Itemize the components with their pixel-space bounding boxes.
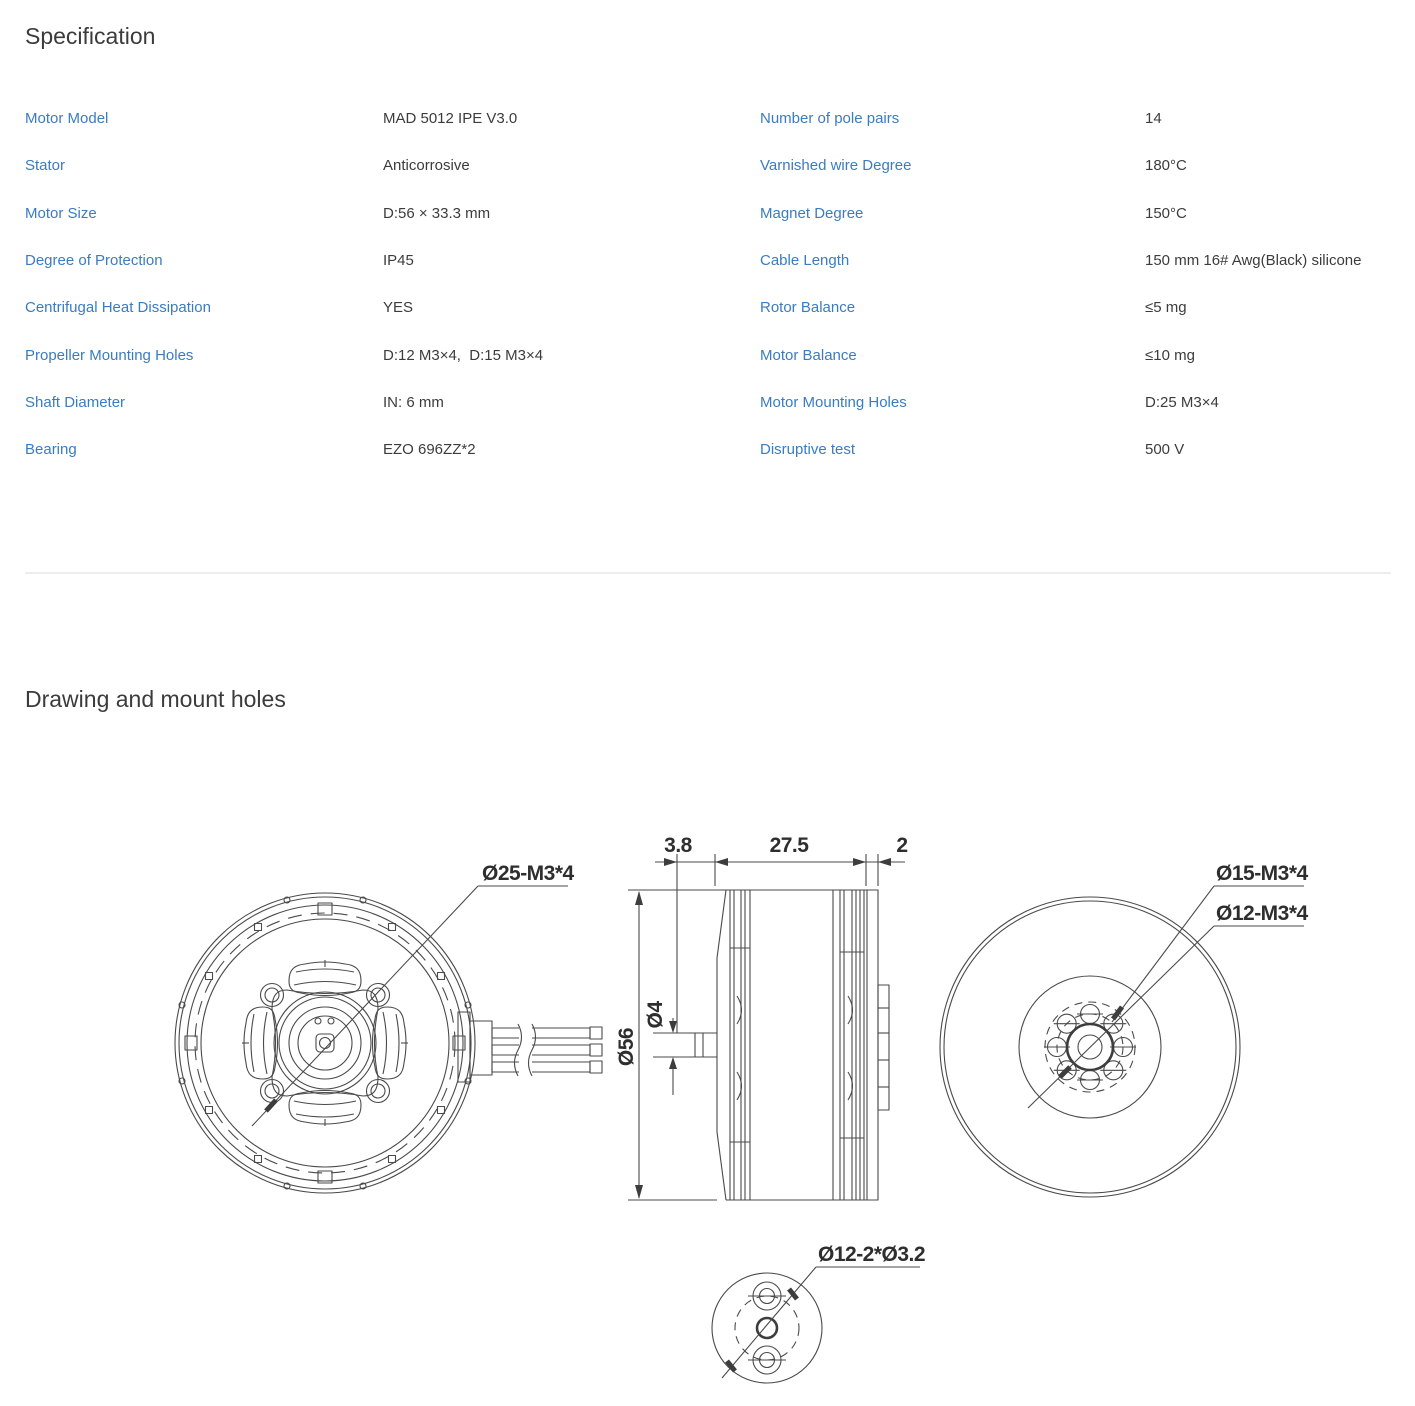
dim-left-label: 3.8	[664, 834, 692, 857]
bottom-holes-label: Ø12-2*Ø3.2	[818, 1243, 926, 1266]
spec-value: 150°C	[1145, 204, 1187, 222]
spec-value: MAD 5012 IPE V3.0	[383, 110, 518, 128]
spec-label: Centrifugal Heat Dissipation	[25, 299, 211, 317]
spec-value: 150 mm 16# Awg(Black) silicone	[1145, 252, 1362, 270]
front-view	[175, 862, 602, 1193]
spec-label: Cable Length	[760, 252, 850, 270]
specification-table	[25, 95, 1391, 473]
spec-label: Stator	[25, 157, 66, 175]
shaft-diameter-label: Ø4	[644, 1001, 667, 1029]
spec-value: ≤5 mg	[1145, 299, 1187, 317]
spec-label: Shaft Diameter	[25, 393, 126, 411]
spec-value: ≤10 mg	[1145, 346, 1195, 364]
spec-label: Motor Model	[25, 110, 109, 128]
section-divider	[25, 572, 1391, 574]
dim-right-label: 2	[896, 834, 908, 857]
vent-top	[289, 960, 361, 996]
spec-label: Bearing	[25, 441, 77, 459]
side-view	[615, 834, 908, 1200]
front-mount-holes-label: Ø25-M3*4	[482, 862, 574, 885]
dim-body-label: 27.5	[769, 834, 809, 857]
spec-value: YES	[383, 299, 414, 317]
spec-value: 180°C	[1145, 157, 1187, 175]
spec-value: D:56 × 33.3 mm	[383, 204, 491, 222]
spec-value: IP45	[383, 252, 414, 270]
spec-value: D:25 M3×4	[1145, 393, 1219, 411]
spec-label: Varnished wire Degree	[760, 157, 912, 175]
spec-label: Number of pole pairs	[760, 110, 900, 128]
technical-drawing	[0, 700, 1415, 1406]
spec-label: Disruptive test	[760, 441, 856, 459]
motor-wires	[458, 1012, 602, 1082]
spec-value: 14	[1145, 110, 1162, 128]
spec-label: Degree of Protection	[25, 252, 163, 270]
rear-view	[940, 862, 1309, 1197]
rear-mount-12-label: Ø12-M3*4	[1216, 902, 1308, 925]
spec-value: D:12 M3×4, D:15 M3×4	[383, 346, 544, 364]
spec-value: EZO 696ZZ*2	[383, 441, 476, 459]
drawing-section-title: Drawing and mount holes	[25, 686, 286, 713]
bottom-view	[712, 1243, 925, 1383]
rear-mount-15-label: Ø15-M3*4	[1216, 862, 1308, 885]
spec-value: IN: 6 mm	[383, 393, 444, 411]
spec-value: Anticorrosive	[383, 157, 470, 175]
outer-diameter-label: Ø56	[615, 1027, 638, 1067]
spec-label: Motor Mounting Holes	[760, 393, 907, 411]
spec-label: Propeller Mounting Holes	[25, 346, 194, 364]
spec-value: 500 V	[1145, 441, 1185, 459]
spec-label: Motor Size	[25, 204, 97, 222]
spec-label: Motor Balance	[760, 346, 857, 364]
spec-label: Magnet Degree	[760, 204, 864, 222]
spec-label: Rotor Balance	[760, 299, 856, 317]
specification-section-title: Specification	[25, 23, 156, 50]
